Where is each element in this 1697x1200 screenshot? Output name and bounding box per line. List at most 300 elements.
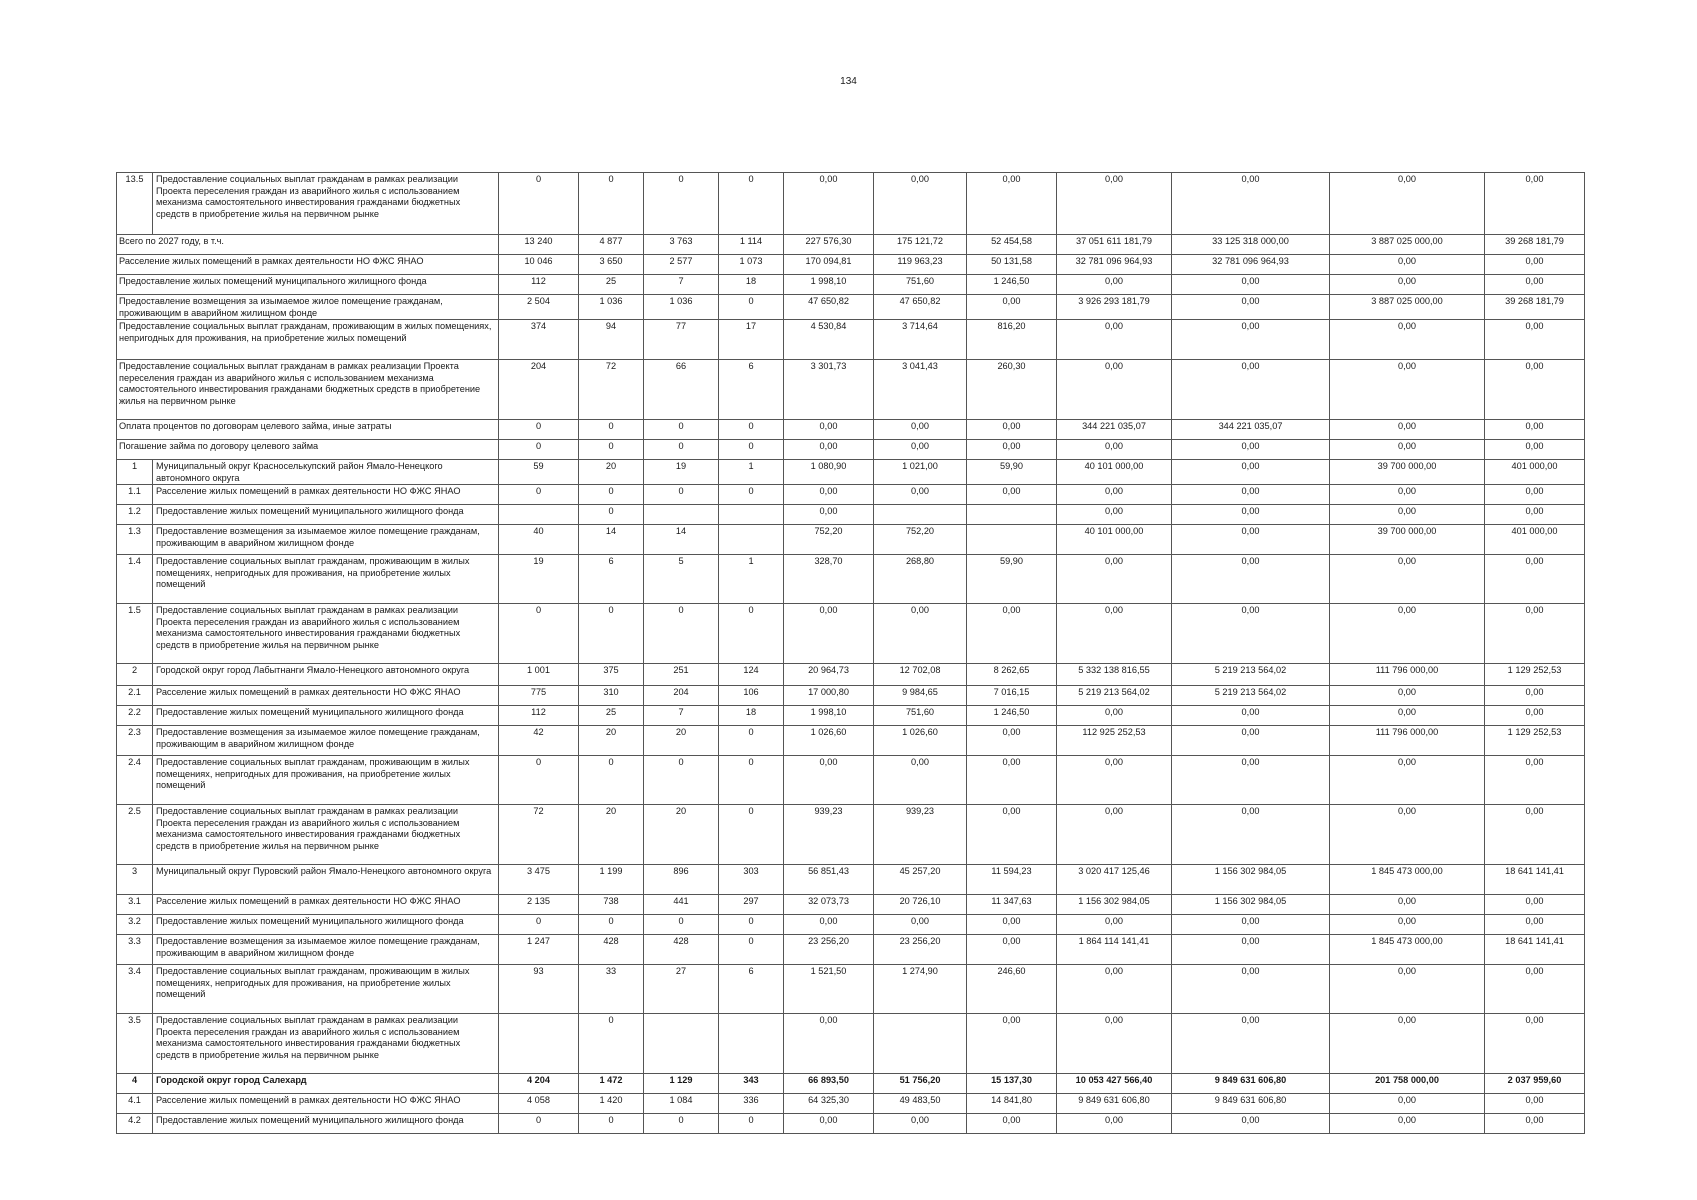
cell-col-9: 0,00: [1172, 295, 1330, 320]
cell-col-1: 1 247: [499, 935, 579, 965]
cell-col-6: 0,00: [874, 440, 967, 460]
cell-col-5: 1 998,10: [784, 706, 874, 726]
cell-col-8: 0,00: [1057, 915, 1172, 935]
table-row: [117, 604, 1585, 664]
row-index: 2.3: [117, 726, 153, 756]
cell-col-8: 40 101 000,00: [1057, 525, 1172, 555]
cell-col-9: 0,00: [1172, 320, 1330, 360]
cell-col-6: 939,23: [874, 805, 967, 865]
cell-col-6: 1 274,90: [874, 965, 967, 1014]
table-row: [117, 360, 1585, 420]
cell-col-11: 0,00: [1485, 706, 1585, 726]
cell-col-11: 39 268 181,79: [1485, 235, 1585, 255]
cell-col-2: 0: [579, 604, 644, 664]
cell-col-11: 0,00: [1485, 173, 1585, 235]
cell-col-6: 0,00: [874, 420, 967, 440]
cell-col-1: 3 475: [499, 865, 579, 895]
cell-col-5: 1 080,90: [784, 460, 874, 485]
table-row: [117, 485, 1585, 505]
cell-col-11: 0,00: [1485, 805, 1585, 865]
cell-col-4: 1: [719, 555, 784, 604]
cell-col-3: 1 129: [644, 1074, 719, 1094]
cell-col-1: 40: [499, 525, 579, 555]
row-description: Предоставление жилых помещений муниципального жилищного фонда: [117, 275, 499, 295]
row-description: Расселение жилых помещений в рамках деятельности НО ФЖС ЯНАО: [153, 1094, 499, 1114]
row-index: 3: [117, 865, 153, 895]
cell-col-11: 401 000,00: [1485, 460, 1585, 485]
row-description: Предоставление социальных выплат гражданам в рамках реализации Проекта переселения граждан из аварийного жилья с использованием механизма самостоятельного инвестирования гражданами бюджетных средств в приобретение жилья на первичном рынке: [117, 360, 499, 420]
cell-col-4: [719, 525, 784, 555]
cell-col-10: 0,00: [1330, 915, 1485, 935]
cell-col-1: 10 046: [499, 255, 579, 275]
cell-col-3: 7: [644, 706, 719, 726]
row-description: Предоставление социальных выплат гражданам в рамках реализации Проекта переселения граждан из аварийного жилья с использованием механизма самостоятельного инвестирования гражданами бюджетных средств в приобретение жилья на первичном рынке: [153, 173, 499, 235]
cell-col-7: 0,00: [967, 1114, 1057, 1134]
cell-col-6: 0,00: [874, 915, 967, 935]
cell-col-2: 94: [579, 320, 644, 360]
cell-col-3: 2 577: [644, 255, 719, 275]
cell-col-7: 52 454,58: [967, 235, 1057, 255]
cell-col-11: 0,00: [1485, 756, 1585, 805]
cell-col-6: 0,00: [874, 604, 967, 664]
cell-col-10: 0,00: [1330, 706, 1485, 726]
cell-col-8: 0,00: [1057, 275, 1172, 295]
cell-col-10: 0,00: [1330, 604, 1485, 664]
cell-col-2: 72: [579, 360, 644, 420]
cell-col-11: 2 037 959,60: [1485, 1074, 1585, 1094]
cell-col-2: 20: [579, 805, 644, 865]
cell-col-1: 0: [499, 440, 579, 460]
cell-col-3: 20: [644, 726, 719, 756]
row-description: Предоставление жилых помещений муниципального жилищного фонда: [153, 1114, 499, 1134]
cell-col-7: [967, 525, 1057, 555]
row-index: 2.2: [117, 706, 153, 726]
cell-col-7: 1 246,50: [967, 275, 1057, 295]
cell-col-3: 251: [644, 664, 719, 686]
cell-col-9: 0,00: [1172, 275, 1330, 295]
row-index: 1: [117, 460, 153, 485]
cell-col-6: 45 257,20: [874, 865, 967, 895]
cell-col-2: 1 036: [579, 295, 644, 320]
cell-col-1: 0: [499, 1114, 579, 1134]
cell-col-9: 33 125 318 000,00: [1172, 235, 1330, 255]
cell-col-8: 1 156 302 984,05: [1057, 895, 1172, 915]
cell-col-8: 5 332 138 816,55: [1057, 664, 1172, 686]
row-description: Предоставление социальных выплат гражданам в рамках реализации Проекта переселения граждан из аварийного жилья с использованием механизма самостоятельного инвестирования гражданами бюджетных средств в приобретение жилья на первичном рынке: [153, 805, 499, 865]
cell-col-4: 343: [719, 1074, 784, 1094]
cell-col-4: 106: [719, 686, 784, 706]
cell-col-1: 0: [499, 756, 579, 805]
page-number: 134: [840, 76, 857, 87]
row-description: Оплата процентов по договорам целевого займа, иные затраты: [117, 420, 499, 440]
cell-col-4: 0: [719, 756, 784, 805]
cell-col-4: 0: [719, 935, 784, 965]
cell-col-1: 112: [499, 275, 579, 295]
cell-col-4: [719, 1014, 784, 1074]
cell-col-1: 0: [499, 420, 579, 440]
cell-col-1: [499, 505, 579, 525]
cell-col-1: [499, 1014, 579, 1074]
cell-col-1: 2 504: [499, 295, 579, 320]
cell-col-11: 401 000,00: [1485, 525, 1585, 555]
row-description: Предоставление возмещения за изымаемое жилое помещение гражданам, проживающим в аварийном жилищном фонде: [153, 525, 499, 555]
cell-col-10: 0,00: [1330, 505, 1485, 525]
cell-col-2: 25: [579, 275, 644, 295]
cell-col-10: 111 796 000,00: [1330, 726, 1485, 756]
cell-col-5: 328,70: [784, 555, 874, 604]
row-description: Предоставление социальных выплат гражданам, проживающим в жилых помещениях, непригодных для проживания, на приобретение жилых помещений: [153, 965, 499, 1014]
cell-col-3: [644, 1014, 719, 1074]
cell-col-5: 56 851,43: [784, 865, 874, 895]
row-index: 4.2: [117, 1114, 153, 1134]
cell-col-9: 0,00: [1172, 1014, 1330, 1074]
cell-col-2: 25: [579, 706, 644, 726]
table-row: [117, 420, 1585, 440]
cell-col-1: 0: [499, 485, 579, 505]
cell-col-5: 47 650,82: [784, 295, 874, 320]
row-description: Предоставление возмещения за изымаемое жилое помещение гражданам, проживающим в аварийном жилищном фонде: [153, 935, 499, 965]
cell-col-5: 170 094,81: [784, 255, 874, 275]
row-description: Погашение займа по договору целевого займа: [117, 440, 499, 460]
cell-col-2: 6: [579, 555, 644, 604]
cell-col-7: 0,00: [967, 173, 1057, 235]
cell-col-7: 246,60: [967, 965, 1057, 1014]
table-row: [117, 255, 1585, 275]
row-description: Городской округ город Салехард: [153, 1074, 499, 1094]
cell-col-7: 260,30: [967, 360, 1057, 420]
cell-col-5: 0,00: [784, 756, 874, 805]
cell-col-11: 39 268 181,79: [1485, 295, 1585, 320]
cell-col-4: 0: [719, 295, 784, 320]
cell-col-3: 77: [644, 320, 719, 360]
cell-col-7: 0,00: [967, 440, 1057, 460]
table-row: [117, 895, 1585, 915]
cell-col-9: 0,00: [1172, 525, 1330, 555]
row-index: 4.1: [117, 1094, 153, 1114]
table-row: [117, 295, 1585, 320]
cell-col-4: 6: [719, 965, 784, 1014]
cell-col-7: 7 016,15: [967, 686, 1057, 706]
cell-col-10: 0,00: [1330, 965, 1485, 1014]
cell-col-3: 5: [644, 555, 719, 604]
cell-col-2: 1 420: [579, 1094, 644, 1114]
cell-col-6: 9 984,65: [874, 686, 967, 706]
cell-col-5: 0,00: [784, 173, 874, 235]
cell-col-4: 1 114: [719, 235, 784, 255]
table-row: [117, 726, 1585, 756]
cell-col-9: 0,00: [1172, 173, 1330, 235]
cell-col-7: 15 137,30: [967, 1074, 1057, 1094]
cell-col-1: 19: [499, 555, 579, 604]
row-description: Расселение жилых помещений в рамках деятельности НО ФЖС ЯНАО: [153, 895, 499, 915]
cell-col-4: 297: [719, 895, 784, 915]
row-index: 1.2: [117, 505, 153, 525]
cell-col-6: 1 026,60: [874, 726, 967, 756]
cell-col-10: 0,00: [1330, 320, 1485, 360]
cell-col-7: 14 841,80: [967, 1094, 1057, 1114]
cell-col-2: 0: [579, 485, 644, 505]
cell-col-5: 3 301,73: [784, 360, 874, 420]
table-row: [117, 706, 1585, 726]
cell-col-3: 19: [644, 460, 719, 485]
row-description: Муниципальный округ Красноселькупский район Ямало-Ненецкого автономного округа: [153, 460, 499, 485]
cell-col-2: 0: [579, 756, 644, 805]
cell-col-6: 12 702,08: [874, 664, 967, 686]
table-row: [117, 686, 1585, 706]
cell-col-4: 0: [719, 440, 784, 460]
cell-col-4: 18: [719, 706, 784, 726]
cell-col-10: 0,00: [1330, 1014, 1485, 1074]
cell-col-5: 939,23: [784, 805, 874, 865]
cell-col-7: [967, 505, 1057, 525]
cell-col-4: 0: [719, 485, 784, 505]
cell-col-10: 39 700 000,00: [1330, 525, 1485, 555]
cell-col-5: 0,00: [784, 420, 874, 440]
cell-col-5: 0,00: [784, 915, 874, 935]
cell-col-4: 0: [719, 420, 784, 440]
cell-col-3: 3 763: [644, 235, 719, 255]
cell-col-7: 0,00: [967, 1014, 1057, 1074]
cell-col-8: 9 849 631 606,80: [1057, 1094, 1172, 1114]
cell-col-6: 0,00: [874, 485, 967, 505]
cell-col-8: 0,00: [1057, 485, 1172, 505]
row-description: Предоставление социальных выплат гражданам в рамках реализации Проекта переселения граждан из аварийного жилья с использованием механизма самостоятельного инвестирования гражданами бюджетных средств в приобретение жилья на первичном рынке: [153, 1014, 499, 1074]
cell-col-3: 896: [644, 865, 719, 895]
table-row: [117, 915, 1585, 935]
cell-col-11: 18 641 141,41: [1485, 935, 1585, 965]
cell-col-2: 310: [579, 686, 644, 706]
cell-col-1: 1 001: [499, 664, 579, 686]
cell-col-11: 0,00: [1485, 895, 1585, 915]
cell-col-10: 0,00: [1330, 255, 1485, 275]
row-index: 3.1: [117, 895, 153, 915]
table-row: [117, 1014, 1585, 1074]
cell-col-10: 0,00: [1330, 1114, 1485, 1134]
row-description: Предоставление социальных выплат гражданам, проживающим в жилых помещениях, непригодных для проживания, на приобретение жилых помещений: [153, 555, 499, 604]
cell-col-7: 0,00: [967, 726, 1057, 756]
cell-col-2: 738: [579, 895, 644, 915]
cell-col-4: 336: [719, 1094, 784, 1114]
cell-col-2: 0: [579, 1014, 644, 1074]
table-row: [117, 440, 1585, 460]
table-row: [117, 235, 1585, 255]
row-description: Предоставление возмещения за изымаемое жилое помещение гражданам, проживающим в аварийном жилищном фонде: [153, 726, 499, 756]
cell-col-6: 751,60: [874, 706, 967, 726]
cell-col-1: 4 058: [499, 1094, 579, 1114]
cell-col-3: 0: [644, 1114, 719, 1134]
cell-col-5: 20 964,73: [784, 664, 874, 686]
cell-col-3: 0: [644, 485, 719, 505]
cell-col-3: 7: [644, 275, 719, 295]
cell-col-1: 13 240: [499, 235, 579, 255]
cell-col-9: 5 219 213 564,02: [1172, 664, 1330, 686]
cell-col-2: 0: [579, 440, 644, 460]
cell-col-10: 0,00: [1330, 805, 1485, 865]
cell-col-11: 0,00: [1485, 915, 1585, 935]
cell-col-8: 0,00: [1057, 440, 1172, 460]
row-description: Расселение жилых помещений в рамках деятельности НО ФЖС ЯНАО: [117, 255, 499, 275]
cell-col-9: 9 849 631 606,80: [1172, 1074, 1330, 1094]
cell-col-8: 0,00: [1057, 360, 1172, 420]
cell-col-2: 33: [579, 965, 644, 1014]
cell-col-8: 0,00: [1057, 1014, 1172, 1074]
cell-col-8: 344 221 035,07: [1057, 420, 1172, 440]
cell-col-10: 0,00: [1330, 686, 1485, 706]
cell-col-7: 8 262,65: [967, 664, 1057, 686]
cell-col-2: 4 877: [579, 235, 644, 255]
cell-col-10: 0,00: [1330, 895, 1485, 915]
cell-col-9: 0,00: [1172, 805, 1330, 865]
row-index: 1.1: [117, 485, 153, 505]
table-row: [117, 1074, 1585, 1094]
cell-col-4: 0: [719, 1114, 784, 1134]
cell-col-6: 0,00: [874, 756, 967, 805]
cell-col-8: 3 926 293 181,79: [1057, 295, 1172, 320]
cell-col-7: 0,00: [967, 756, 1057, 805]
cell-col-3: 66: [644, 360, 719, 420]
resettlement-table: [116, 172, 1585, 1134]
cell-col-8: 0,00: [1057, 604, 1172, 664]
table-body: [117, 173, 1585, 1134]
cell-col-2: 3 650: [579, 255, 644, 275]
cell-col-10: 0,00: [1330, 360, 1485, 420]
cell-col-1: 0: [499, 173, 579, 235]
cell-col-6: 175 121,72: [874, 235, 967, 255]
row-description: Предоставление социальных выплат гражданам в рамках реализации Проекта переселения граждан из аварийного жилья с использованием механизма самостоятельного инвестирования гражданами бюджетных средств в приобретение жилья на первичном рынке: [153, 604, 499, 664]
table-row: [117, 865, 1585, 895]
cell-col-4: 0: [719, 726, 784, 756]
cell-col-8: 10 053 427 566,40: [1057, 1074, 1172, 1094]
cell-col-2: 1 472: [579, 1074, 644, 1094]
cell-col-5: 0,00: [784, 440, 874, 460]
cell-col-1: 0: [499, 604, 579, 664]
cell-col-9: 0,00: [1172, 505, 1330, 525]
cell-col-10: 0,00: [1330, 756, 1485, 805]
cell-col-10: 0,00: [1330, 440, 1485, 460]
cell-col-4: 0: [719, 915, 784, 935]
cell-col-3: 0: [644, 756, 719, 805]
cell-col-3: 1 036: [644, 295, 719, 320]
cell-col-7: 0,00: [967, 295, 1057, 320]
cell-col-5: 66 893,50: [784, 1074, 874, 1094]
cell-col-8: 5 219 213 564,02: [1057, 686, 1172, 706]
row-description: Расселение жилых помещений в рамках деятельности НО ФЖС ЯНАО: [153, 485, 499, 505]
cell-col-8: 1 864 114 141,41: [1057, 935, 1172, 965]
cell-col-8: 0,00: [1057, 1114, 1172, 1134]
cell-col-6: [874, 1014, 967, 1074]
cell-col-9: 32 781 096 964,93: [1172, 255, 1330, 275]
cell-col-4: 1 073: [719, 255, 784, 275]
cell-col-9: 0,00: [1172, 1114, 1330, 1134]
table-row: [117, 1094, 1585, 1114]
cell-col-2: 20: [579, 460, 644, 485]
cell-col-8: 37 051 611 181,79: [1057, 235, 1172, 255]
row-description: Предоставление возмещения за изымаемое жилое помещение гражданам, проживающим в аварийном жилищном фонде: [117, 295, 499, 320]
cell-col-9: 0,00: [1172, 460, 1330, 485]
cell-col-3: 14: [644, 525, 719, 555]
cell-col-11: 0,00: [1485, 555, 1585, 604]
row-index: 13.5: [117, 173, 153, 235]
cell-col-4: 1: [719, 460, 784, 485]
cell-col-5: 0,00: [784, 485, 874, 505]
cell-col-9: 0,00: [1172, 935, 1330, 965]
cell-col-6: 20 726,10: [874, 895, 967, 915]
cell-col-8: 0,00: [1057, 805, 1172, 865]
cell-col-11: 18 641 141,41: [1485, 865, 1585, 895]
table-row: [117, 555, 1585, 604]
row-index: 2.4: [117, 756, 153, 805]
row-index: 3.4: [117, 965, 153, 1014]
row-description: Предоставление жилых помещений муниципального жилищного фонда: [153, 915, 499, 935]
cell-col-8: 0,00: [1057, 756, 1172, 805]
row-index: 2.1: [117, 686, 153, 706]
cell-col-5: 0,00: [784, 1114, 874, 1134]
cell-col-6: 49 483,50: [874, 1094, 967, 1114]
cell-col-9: 0,00: [1172, 726, 1330, 756]
cell-col-3: 204: [644, 686, 719, 706]
cell-col-9: 9 849 631 606,80: [1172, 1094, 1330, 1114]
cell-col-10: 201 758 000,00: [1330, 1074, 1485, 1094]
cell-col-5: 4 530,84: [784, 320, 874, 360]
cell-col-8: 0,00: [1057, 965, 1172, 1014]
cell-col-9: 1 156 302 984,05: [1172, 895, 1330, 915]
row-description: Предоставление социальных выплат гражданам, проживающим в жилых помещениях, непригодных для проживания, на приобретение жилых помещений: [153, 756, 499, 805]
cell-col-2: 375: [579, 664, 644, 686]
cell-col-6: 1 021,00: [874, 460, 967, 485]
cell-col-11: 0,00: [1485, 604, 1585, 664]
cell-col-10: 1 845 473 000,00: [1330, 935, 1485, 965]
cell-col-11: 1 129 252,53: [1485, 726, 1585, 756]
row-index: 1.5: [117, 604, 153, 664]
cell-col-9: 344 221 035,07: [1172, 420, 1330, 440]
table-row: [117, 805, 1585, 865]
cell-col-4: 18: [719, 275, 784, 295]
cell-col-8: 0,00: [1057, 320, 1172, 360]
row-index: 3.3: [117, 935, 153, 965]
table-row: [117, 935, 1585, 965]
cell-col-6: 0,00: [874, 1114, 967, 1134]
cell-col-9: 0,00: [1172, 555, 1330, 604]
cell-col-11: 0,00: [1485, 686, 1585, 706]
cell-col-3: 0: [644, 173, 719, 235]
cell-col-7: 0,00: [967, 604, 1057, 664]
cell-col-2: 0: [579, 915, 644, 935]
table-row: [117, 320, 1585, 360]
cell-col-8: 32 781 096 964,93: [1057, 255, 1172, 275]
row-index: 4: [117, 1074, 153, 1094]
table-row: [117, 756, 1585, 805]
cell-col-3: 0: [644, 915, 719, 935]
cell-col-9: 1 156 302 984,05: [1172, 865, 1330, 895]
cell-col-11: 0,00: [1485, 1114, 1585, 1134]
cell-col-8: 0,00: [1057, 173, 1172, 235]
cell-col-7: 59,90: [967, 460, 1057, 485]
table-row: [117, 275, 1585, 295]
cell-col-3: 20: [644, 805, 719, 865]
cell-col-11: 0,00: [1485, 505, 1585, 525]
cell-col-11: 0,00: [1485, 440, 1585, 460]
cell-col-4: 124: [719, 664, 784, 686]
cell-col-3: 0: [644, 440, 719, 460]
cell-col-3: 0: [644, 604, 719, 664]
cell-col-4: 0: [719, 805, 784, 865]
cell-col-5: 64 325,30: [784, 1094, 874, 1114]
cell-col-9: 0,00: [1172, 915, 1330, 935]
row-index: 3.2: [117, 915, 153, 935]
cell-col-3: 1 084: [644, 1094, 719, 1114]
cell-col-11: 0,00: [1485, 1094, 1585, 1114]
cell-col-8: 0,00: [1057, 505, 1172, 525]
